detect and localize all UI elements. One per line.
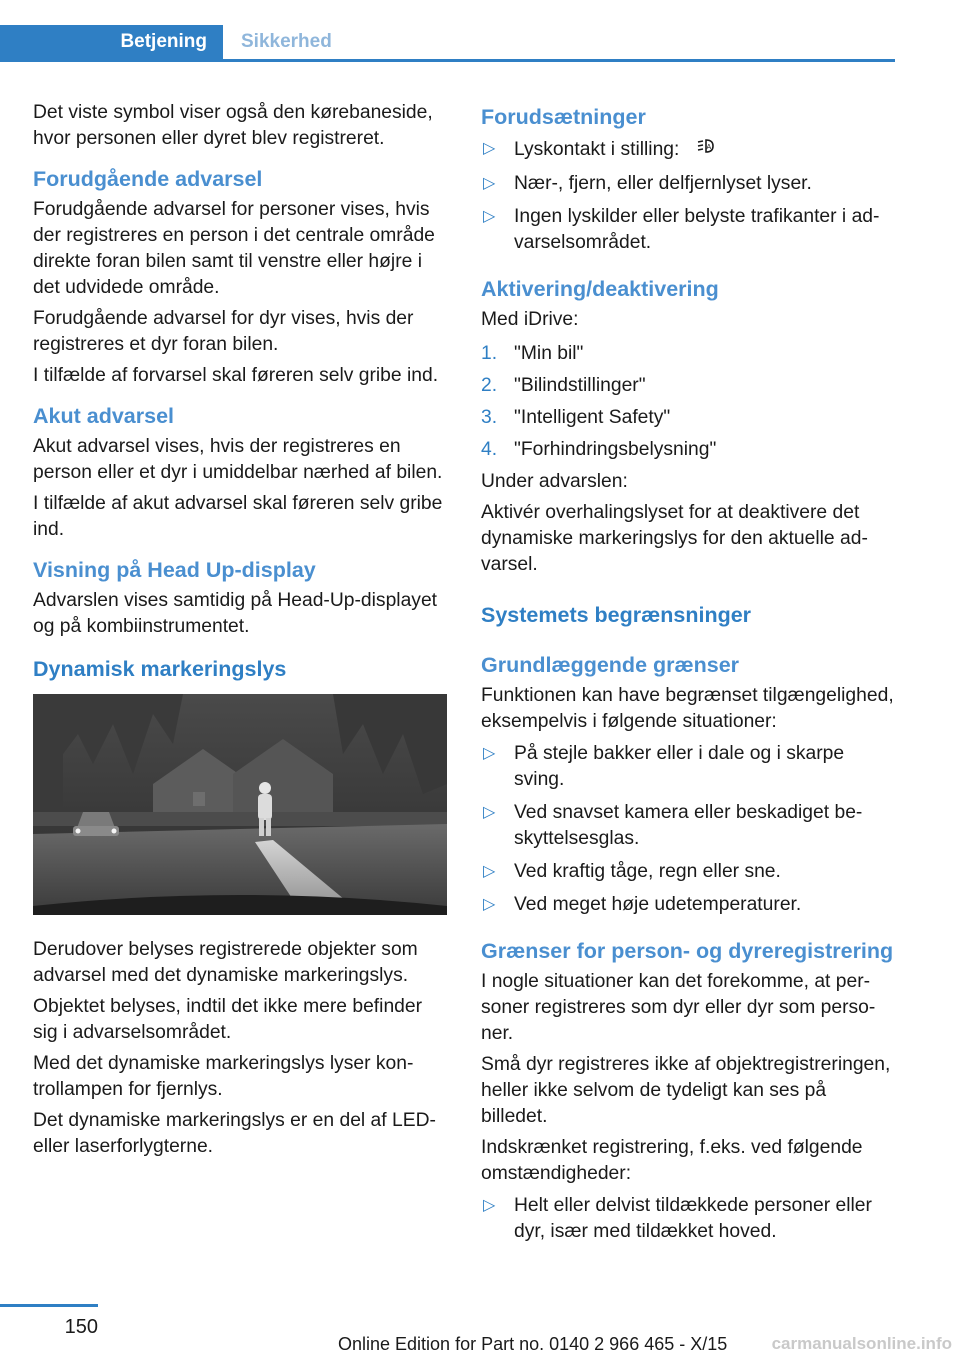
heading-dynamisk-markeringslys: Dynamisk markeringslys (33, 657, 287, 681)
list-item: ▷ Ved kraftig tåge, regn eller sne. (481, 859, 895, 885)
list-item: ▷ Helt eller delvist tildækkede personer eller dyr, især med tildækket hoved. (483, 1195, 872, 1242)
right-column (481, 100, 895, 1252)
paragraph: Derudover belyses registrerede objekter som advarsel med det dynamiske markeringslys. (33, 939, 418, 986)
tab-betjening[interactable]: Betjening (0, 25, 223, 59)
watermark: carmanualsonline.info (771, 1334, 952, 1353)
paragraph: Det dynamiske markeringslys er en del af LED- eller laserforlygterne. (33, 1110, 436, 1157)
idrive-steps (481, 341, 895, 463)
triangle-bullet-icon: ▷ (483, 745, 496, 762)
paragraph: Indskrænket registrering, f.eks. ved følgende omstændigheder: (481, 1137, 863, 1184)
list-item: ▷ Nær-, fjern, eller delfjernlyset lyser. (481, 171, 895, 197)
paragraph: Forudgående advarsel for personer vises, hvis der registreres en person i det centrale område direkte foran bilen samt til venstre eller højre i det udvidede område. (33, 199, 435, 298)
step-item: 4. "Forhindringsbelysning" (481, 439, 717, 460)
list-item: ▷ På stejle bakker eller i dale og i skarpe sving. (483, 743, 845, 790)
list-item: ▷ Ved snavset kamera eller beskadiget beskyttelsesglas. (483, 802, 863, 849)
step-item: 1. "Min bil" (481, 343, 584, 364)
left-column (33, 100, 451, 1160)
paragraph: I tilfælde af forvarsel skal føreren selv gribe ind. (33, 365, 439, 386)
paragraph: Aktivér overhalingslyset for at deaktivere det dynamiske markeringslys for den aktuelle advarsel. (481, 502, 868, 575)
tab-sikkerhed[interactable]: Sikkerhed (241, 31, 332, 52)
heading-grundlaeggende-graenser: Grundlæggende grænser (481, 653, 740, 677)
detection-limits-list (481, 1193, 895, 1245)
paragraph: Advarslen vises samtidig på Head-Up-displayet og på kombiinstrumentet. (33, 590, 438, 637)
triangle-bullet-icon: ▷ (483, 804, 496, 821)
list-item: ▷ Ingen lyskilder eller belyste trafikanter i advarselsområdet. (483, 206, 880, 253)
chapter-tab-bar (0, 25, 895, 62)
night-road-illustration (33, 694, 447, 915)
list-item: ▷ Ved meget høje udetemperaturer. (481, 892, 895, 918)
heading-forudgaaende-advarsel: Forudgående advarsel (33, 167, 263, 191)
step-item: 3. "Intelligent Safety" (481, 407, 671, 428)
paragraph: Objektet belyses, indtil det ikke mere befinder sig i advarselsområdet. (33, 996, 423, 1043)
prerequisites-list (481, 136, 895, 256)
paragraph: I tilfælde af akut advarsel skal føreren selv gribe ind. (33, 493, 443, 540)
intro-paragraph: Det viste symbol viser også den kørebaneside, hvor personen eller dyret blev registreret. (33, 102, 433, 149)
auto-light-switch-icon (695, 136, 715, 164)
heading-aktivering: Aktivering/deaktivering (481, 277, 719, 301)
page-number: 150 (64, 1316, 98, 1338)
tab-bar-rule (0, 59, 895, 62)
triangle-bullet-icon: ▷ (483, 1197, 496, 1214)
paragraph: Med iDrive: (481, 309, 579, 330)
paragraph: I nogle situationer kan det forekomme, at personer registreres som dyr eller dyr som personer. (481, 971, 876, 1044)
heading-akut-advarsel: Akut advarsel (33, 404, 175, 428)
heading-forudsaetninger: Forudsætninger (481, 105, 646, 129)
basic-limits-list (481, 741, 895, 918)
triangle-bullet-icon: ▷ (483, 863, 496, 880)
triangle-bullet-icon: ▷ (483, 208, 496, 225)
paragraph: Akut advarsel vises, hvis der registreres en person eller et dyr i umiddelbar nærhed af bilen. (33, 436, 443, 483)
triangle-bullet-icon: ▷ (483, 175, 496, 192)
svg-text:A: A (706, 144, 711, 151)
paragraph: Funktionen kan have begrænset tilgængelighed, eksempelvis i følgende situationer: (481, 685, 894, 732)
triangle-bullet-icon: ▷ (483, 896, 496, 913)
heading-head-up-display: Visning på Head Up-display (33, 558, 316, 582)
paragraph: Under advarslen: (481, 471, 628, 492)
list-item: ▷ Lyskontakt i stilling: A (481, 136, 895, 164)
triangle-bullet-icon: ▷ (483, 140, 496, 157)
paragraph: Med det dynamiske markeringslys lyser kontrollampen for fjernlys. (33, 1053, 414, 1100)
paragraph: Forudgående advarsel for dyr vises, hvis der registreres et dyr foran bilen. (33, 308, 414, 355)
footer-rule (0, 1304, 98, 1307)
heading-person-dyreregistrering: Grænser for person- og dyreregistrering (481, 939, 894, 963)
step-item: 2. "Bilindstillinger" (481, 375, 646, 396)
paragraph: Små dyr registreres ikke af objektregistreringen, heller ikke selvom de tydeligt kan ses på billedet. (481, 1054, 891, 1127)
edition-note: Online Edition for Part no. 0140 2 966 465 - X/15 (338, 1334, 728, 1354)
heading-systemets-begraensninger: Systemets begrænsninger (481, 603, 752, 627)
